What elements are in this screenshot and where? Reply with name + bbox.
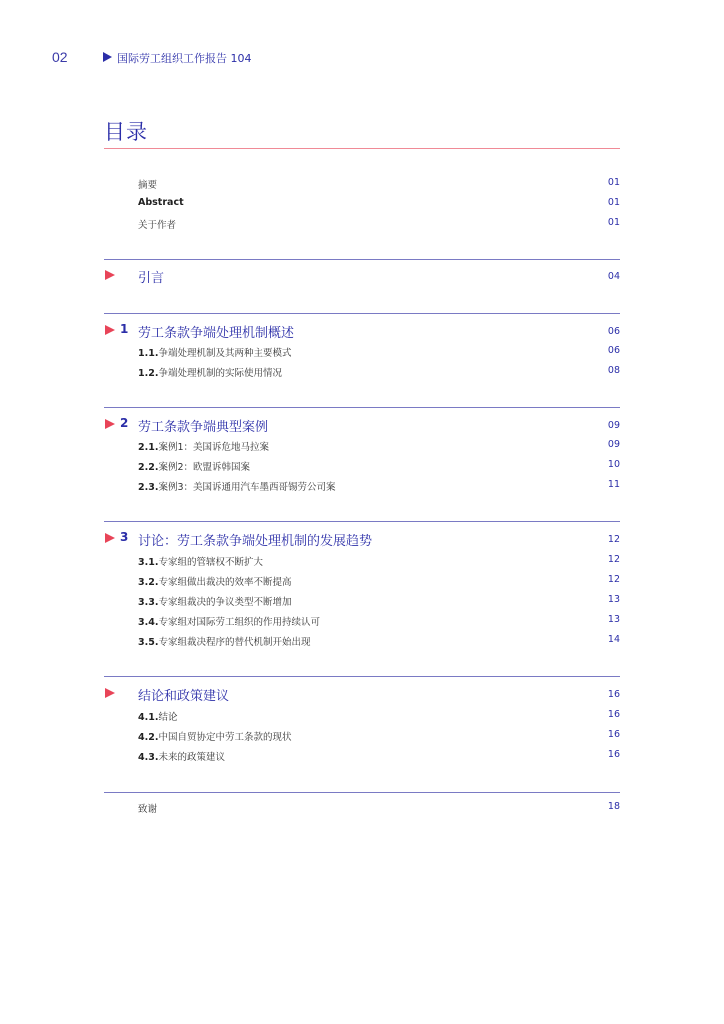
entry-page: 11 <box>607 479 620 490</box>
section-page: 12 <box>607 534 620 545</box>
entry-page: 09 <box>607 439 620 450</box>
entry-label: 争端处理机制及其两种主要模式 <box>158 348 292 359</box>
section-triangle-icon <box>105 688 115 698</box>
section-triangle-icon <box>105 325 115 335</box>
section-title: 结论和政策建议 <box>138 689 230 704</box>
section-page: 16 <box>607 689 620 700</box>
toc-entry-label: 摘要 <box>138 180 158 191</box>
entry-label: 专家组裁决程序的替代机制开始出现 <box>158 637 311 648</box>
toc-entry-label: 致谢 <box>138 804 158 815</box>
section-title: 引言 <box>138 271 165 286</box>
entry-number: 2.1. <box>138 442 159 453</box>
title-divider <box>104 148 620 149</box>
entry-label: 案例2：欧盟诉韩国案 <box>158 462 250 473</box>
section-divider <box>104 792 620 793</box>
toc-entry-page: 18 <box>607 801 620 812</box>
entry-number: 3.5. <box>138 637 159 648</box>
entry-number: 4.2. <box>138 732 159 743</box>
entry-label: 案例3：美国诉通用汽车墨西哥锡劳公司案 <box>158 482 336 493</box>
play-arrow-icon <box>103 52 112 62</box>
toc-entry-page: 01 <box>607 197 620 208</box>
entry-number: 3.1. <box>138 557 159 568</box>
section-title: 劳工条款争端处理机制概述 <box>138 326 295 341</box>
entry-number: 4.1. <box>138 712 159 723</box>
entry-label: 专家组做出裁决的效率不断提高 <box>158 577 292 588</box>
entry-label: 案例1：美国诉危地马拉案 <box>158 442 269 453</box>
document-title: 国际劳工组织工作报告 104 <box>117 52 252 65</box>
toc-title: 目录 <box>104 120 148 144</box>
entry-number: 1.2. <box>138 368 159 379</box>
entry-label: 中国自贸协定中劳工条款的现状 <box>158 732 292 743</box>
section-divider <box>104 521 620 522</box>
section-title: 劳工条款争端典型案例 <box>138 420 269 435</box>
entry-number: 2.2. <box>138 462 159 473</box>
toc-entry-page: 01 <box>607 177 620 188</box>
entry-label: 专家组的管辖权不断扩大 <box>158 557 263 568</box>
section-divider <box>104 313 620 314</box>
entry-page: 13 <box>607 594 620 605</box>
section-triangle-icon <box>105 419 115 429</box>
entry-page: 12 <box>607 554 620 565</box>
entry-number: 2.3. <box>138 482 159 493</box>
entry-page: 16 <box>607 729 620 740</box>
entry-number: 1.1. <box>138 348 159 359</box>
entry-page: 16 <box>607 709 620 720</box>
section-number: 3 <box>120 530 129 544</box>
entry-number: 3.4. <box>138 617 159 628</box>
section-divider <box>104 676 620 677</box>
section-triangle-icon <box>105 533 115 543</box>
section-divider <box>104 259 620 260</box>
entry-label: 未来的政策建议 <box>158 752 225 763</box>
section-number: 2 <box>120 416 129 430</box>
entry-label: 争端处理机制的实际使用情况 <box>158 368 282 379</box>
page-header <box>0 49 724 67</box>
toc-entry-label: 关于作者 <box>138 220 177 231</box>
page-number: 02 <box>52 49 68 65</box>
entry-number: 3.3. <box>138 597 159 608</box>
entry-page: 14 <box>607 634 620 645</box>
entry-page: 06 <box>607 345 620 356</box>
entry-number: 4.3. <box>138 752 159 763</box>
entry-page: 10 <box>607 459 620 470</box>
section-triangle-icon <box>105 270 115 280</box>
entry-page: 16 <box>607 749 620 760</box>
entry-page: 13 <box>607 614 620 625</box>
toc-entry-page: 01 <box>607 217 620 228</box>
toc-entry-label: Abstract <box>138 197 184 208</box>
entry-label: 专家组裁决的争议类型不断增加 <box>158 597 292 608</box>
entry-number: 3.2. <box>138 577 159 588</box>
section-number: 1 <box>120 322 129 336</box>
entry-page: 08 <box>607 365 620 376</box>
entry-page: 12 <box>607 574 620 585</box>
section-title: 讨论：劳工条款争端处理机制的发展趋势 <box>138 534 373 549</box>
section-divider <box>104 407 620 408</box>
entry-label: 结论 <box>158 712 178 723</box>
entry-label: 专家组对国际劳工组织的作用持续认可 <box>158 617 320 628</box>
section-page: 09 <box>607 420 620 431</box>
section-page: 06 <box>607 326 620 337</box>
section-page: 04 <box>607 271 620 282</box>
